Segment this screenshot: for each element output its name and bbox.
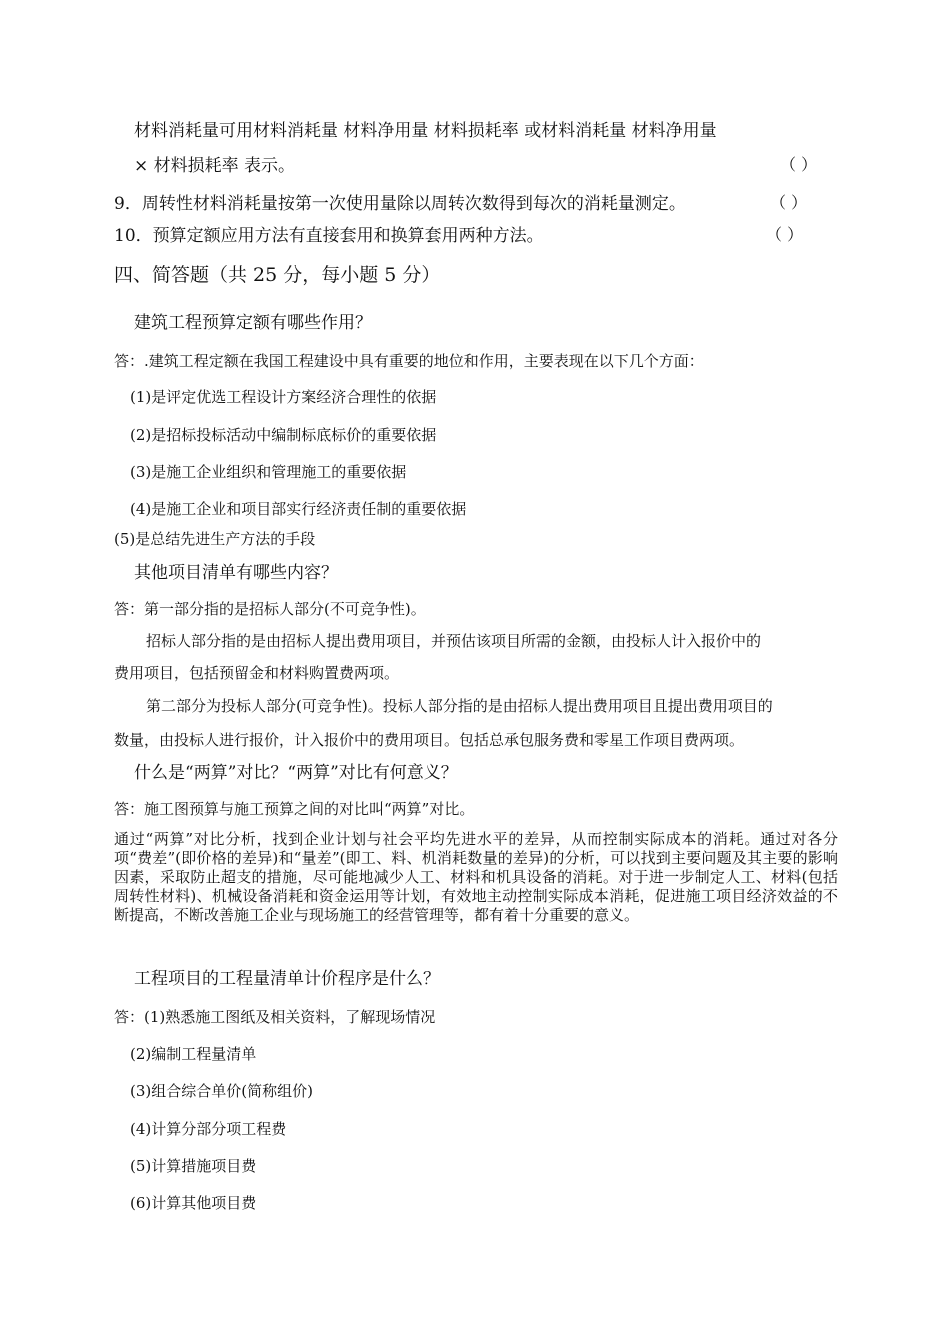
q4-question: 工程项目的工程量清单计价程序是什么？ [134,969,440,989]
tf-item8-line1: 材料消耗量可用材料消耗量 材料净用量 材料损耗率 或材料消耗量 材料净用量 [134,121,717,141]
q1-item: (3)是施工企业组织和管理施工的重要依据 [130,463,407,481]
q2-answer-line: 第二部分为投标人部分(可竞争性)。投标人部分指的是由招标人提出费用项目且提出费用项目的 [146,697,773,715]
tf-item9-paren: （ ） [770,193,808,212]
q4-item: (6)计算其他项目费 [130,1194,257,1212]
tf-item9: 9．周转性材料消耗量按第一次使用量除以周转次数得到每次的消耗量测定。 [114,194,686,214]
q1-question: 建筑工程预算定额有哪些作用？ [134,313,372,333]
q4-item: (3)组合综合单价(简称组价) [130,1082,313,1100]
q2-answer-line: 答：第一部分指的是招标人部分(不可竞争性)。 [114,600,426,618]
tf-item10-paren: （ ） [766,225,804,244]
q1-item: (4)是施工企业和项目部实行经济责任制的重要依据 [130,500,467,518]
q2-question: 其他项目清单有哪些内容？ [134,563,338,583]
q4-item: (2)编制工程量清单 [130,1045,257,1063]
q2-answer-line: 招标人部分指的是由招标人提出费用项目，并预估该项目所需的金额，由投标人计入报价中的 [146,632,762,650]
q3-answer-paragraph: 通过“两算”对比分析，找到企业计划与社会平均先进水平的差异，从而控制实际成本的消耗。通过对各分项“费差”(即价格的差异)和“量差”(即工、料、机消耗数量的差异)的分析，可以找到主要问题及其主要的影响因素，采取防止超支的措施，尽可能地减少人工、材料和机具设备的消耗。对于进一步制定人工、材料(包括周转性材料)、机械设备消耗和资金运用等计划，有效地主动控制实际成本消耗，促进施工项目经济效益的不断提高，不断改善施工企业与现场施工的经营管理等，都有着十分重要的意义。 [114,830,838,924]
q2-answer-line: 数量，由投标人进行报价，计入报价中的费用项目。包括总承包服务费和零星工作项目费两项。 [114,731,745,749]
q4-answer-line: 答：(1)熟悉施工图纸及相关资料，了解现场情况 [114,1008,436,1026]
q1-answer-intro: 答：.建筑工程定额在我国工程建设中具有重要的地位和作用，主要表现在以下几个方面： [114,352,704,370]
q3-question: 什么是“两算”对比？“两算”对比有何意义？ [134,763,458,783]
q1-item: (5)是总结先进生产方法的手段 [114,530,316,548]
q2-answer-line: 费用项目，包括预留金和材料购置费两项。 [114,664,400,682]
section-heading: 四、简答题（共 25 分，每小题 5 分） [114,264,441,286]
q4-item: (5)计算措施项目费 [130,1157,257,1175]
tf-item10: 10．预算定额应用方法有直接套用和换算套用两种方法。 [114,226,544,246]
q3-answer-line: 答：施工图预算与施工预算之间的对比叫“两算”对比。 [114,800,475,818]
q1-item: (2)是招标投标活动中编制标底标价的重要依据 [130,426,437,444]
q1-item: (1)是评定优选工程设计方案经济合理性的依据 [130,388,437,406]
tf-item8-paren: （ ） [780,155,818,174]
q4-item: (4)计算分部分项工程费 [130,1120,287,1138]
tf-item8-line2: × 材料损耗率 表示。 [134,156,296,176]
